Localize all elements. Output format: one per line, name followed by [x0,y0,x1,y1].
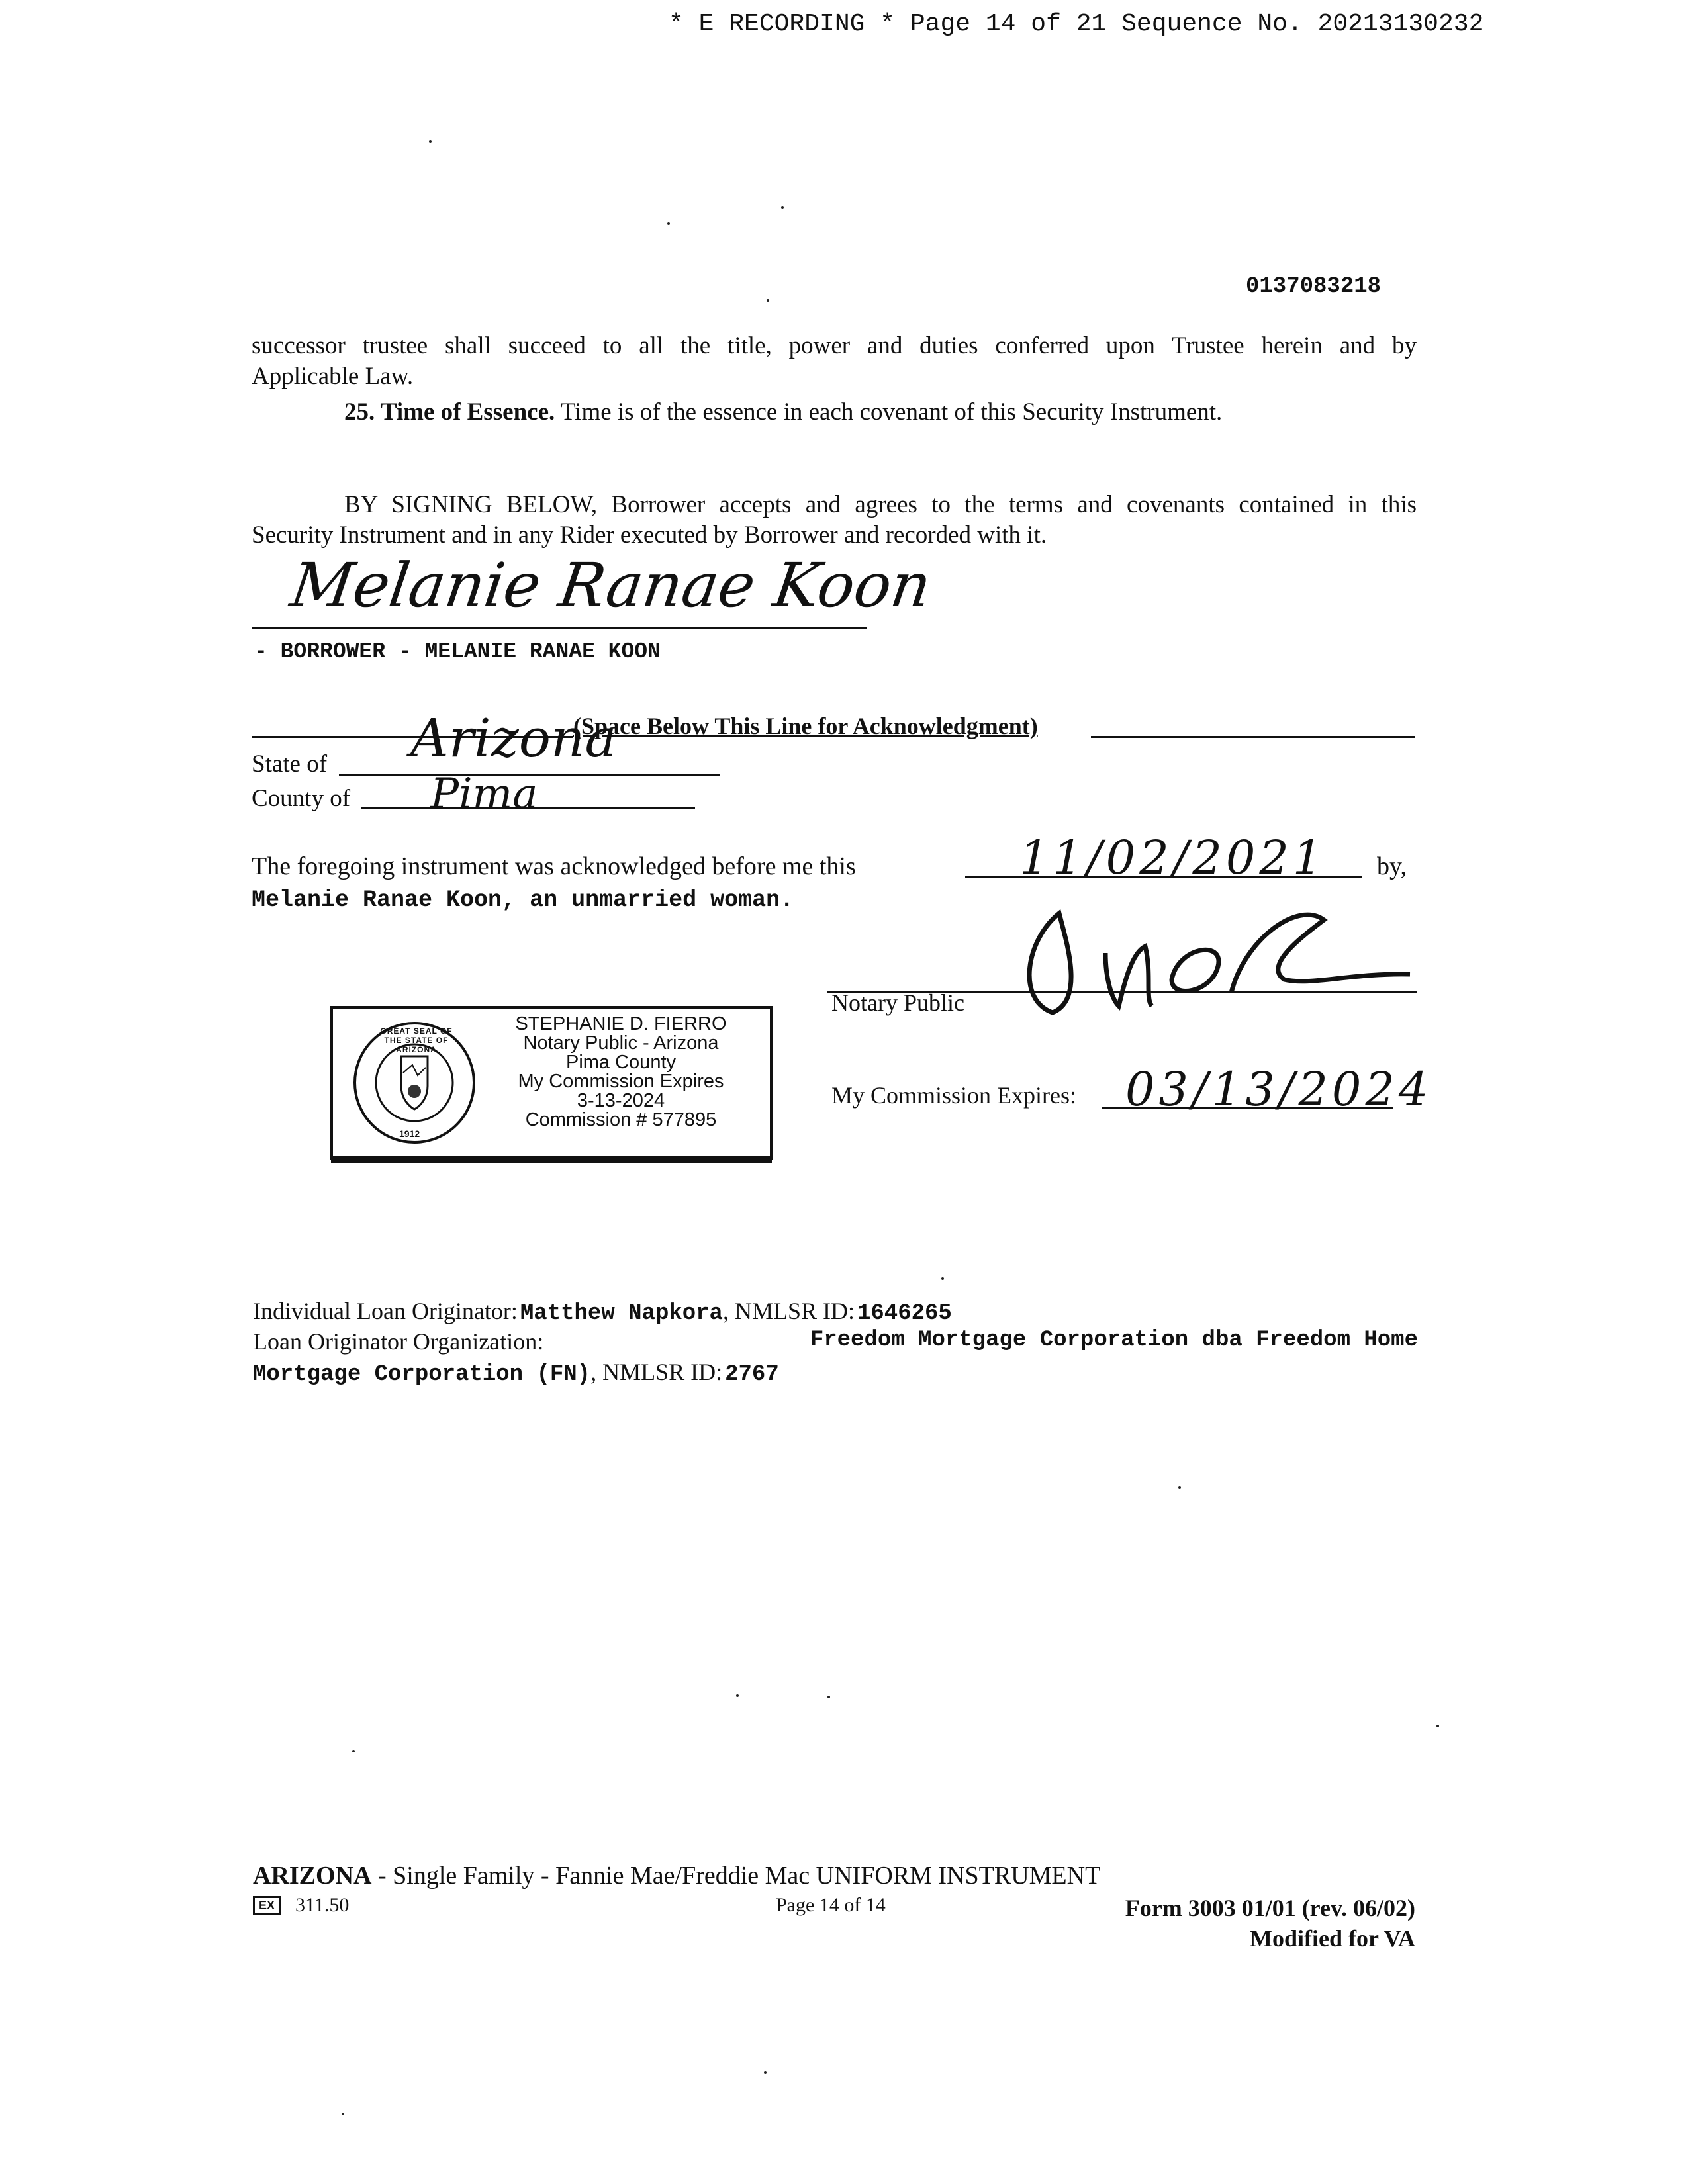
scan-speck [667,222,670,225]
originator-org-id: 2767 [725,1362,779,1387]
acknowledgment-date: 11/02/2021 [1019,831,1327,885]
stamp-notary-name: STEPHANIE D. FIERRO [515,1013,727,1034]
scan-speck [352,1750,355,1752]
ex-logo-icon: EX [253,1896,281,1915]
stamp-commission-number: Commission # 577895 [525,1109,717,1130]
footer-modified: Modified for VA [1249,1925,1415,1952]
county-value: Pima [430,770,538,819]
scan-speck [736,1694,739,1697]
borrower-signature: Melanie Ranae Koon [286,550,936,621]
state-label: State of [252,751,328,778]
commission-date: 03/13/2024 [1125,1062,1432,1116]
acknowledgment-divider: (Space Below This Line for Acknowledgment) [573,713,1038,739]
notary-signature [953,900,1417,1026]
paragraph-line: successor trustee shall succeed to all the title, power and duties conferred upon Trustee herein and by [252,332,1417,359]
signing-line: BY SIGNING BELOW, Borrower accepts and agrees to the terms and covenants contained in this [344,491,1417,518]
stamp-expires-date: 3-13-2024 [577,1090,665,1111]
acknowledged-party: Melanie Ranae Koon, an unmarried woman. [252,887,794,913]
county-label: County of [252,785,351,812]
borrower-label: - BORROWER - MELANIE RANAE KOON [254,639,661,664]
scan-speck [781,206,784,209]
paragraph-line: Applicable Law. [252,363,414,390]
originator-individual-name: Matthew Napkora [520,1301,723,1326]
originator-individual [253,1297,952,1326]
scan-speck [1436,1725,1439,1727]
scan-speck [764,2071,767,2074]
footer-code [253,1894,349,1917]
scan-speck [342,2113,344,2115]
stamp-expires-label: My Commission Expires [518,1071,724,1092]
originator-org-name: Freedom Mortgage Corporation dba Freedom Home [810,1328,1418,1353]
by-text: by, [1377,852,1407,880]
borrower-signature-line [252,627,867,629]
originator-org-name-cont: Mortgage Corporation (FN) [253,1362,591,1387]
footer-form-number: Form 3003 01/01 (rev. 06/02) [1125,1895,1415,1921]
seal-text: GREAT SEAL OF THE STATE OF ARIZONA [380,1026,453,1054]
stamp-notary-title: Notary Public - Arizona [523,1032,719,1054]
originator-org-id-label: , NMLSR ID: [590,1359,723,1385]
notary-label: Notary Public [831,989,964,1016]
stamp-text [485,1015,757,1130]
seal-year: 1912 [399,1128,420,1139]
scan-speck [941,1277,944,1280]
scan-speck [827,1696,830,1698]
footer-form-code: 311.50 [295,1894,350,1916]
loan-number: 0137083218 [1246,274,1382,299]
section-25-text: Time is of the essence in each covenant of this Security Instrument. [560,398,1223,426]
section-25 [344,397,1222,428]
foregoing-text: The foregoing instrument was acknowledged before me this [252,852,856,880]
scan-speck [429,140,432,143]
paragraph-24-continued [252,331,1417,392]
originator-individual-id: 1646265 [857,1301,952,1326]
recording-banner: * E RECORDING * Page 14 of 21 Sequence No. 20213130232 [669,10,1484,38]
state-value: Arizona [410,707,617,769]
footer-instrument-title [253,1861,1100,1890]
footer-page: Page 14 of 14 [776,1894,886,1916]
footer-description: - Single Family - Fannie Mae/Freddie Mac UNIFORM INSTRUMENT [371,1862,1101,1889]
acknowledgment-rule-right [1091,736,1415,738]
notary-stamp [330,1006,773,1160]
signing-line: Security Instrument and in any Rider executed by Borrower and recorded with it. [252,522,1047,549]
signing-statement [252,490,1417,551]
section-25-heading: 25. Time of Essence. [344,398,555,426]
stamp-county: Pima County [565,1052,676,1073]
originator-individual-id-label: , NMLSR ID: [722,1298,855,1324]
originator-org-label: Loan Originator Organization: [253,1328,544,1355]
commission-label: My Commission Expires: [831,1082,1077,1109]
scan-speck [767,299,769,302]
originator-organization [253,1328,1418,1387]
originator-individual-label: Individual Loan Originator: [253,1298,518,1324]
scan-speck [1178,1486,1181,1489]
footer-state: ARIZONA [253,1862,372,1889]
